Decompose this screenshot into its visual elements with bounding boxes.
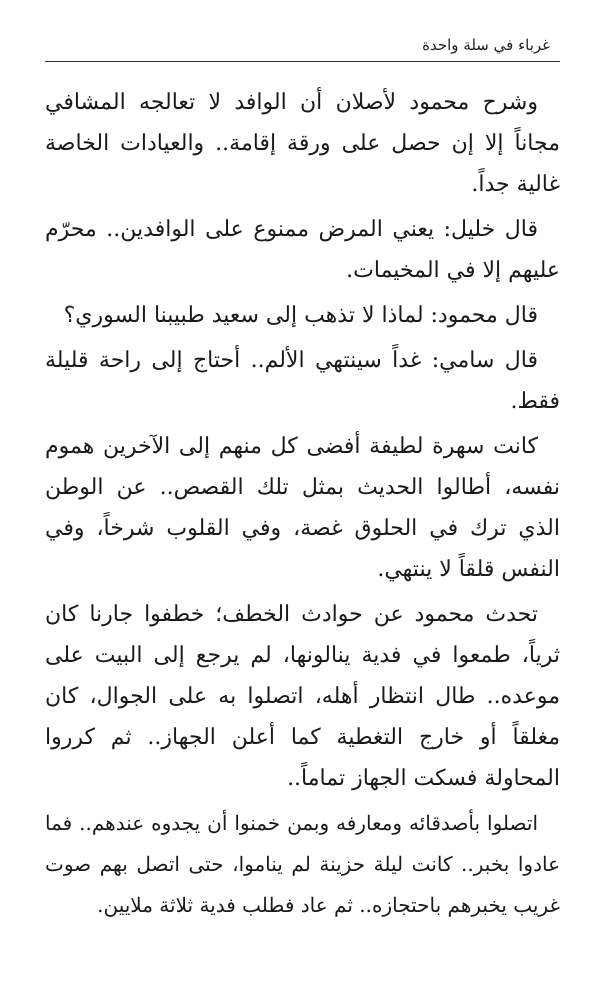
paragraph: قال خليل: يعني المرض ممنوع على الوافدين.. محرّم عليهم إلا في المخيمات. <box>45 217 560 283</box>
running-header: غرباء في سلة واحدة <box>422 36 550 54</box>
paragraph: قال محمود: لماذا لا تذهب إلى سعيد طبيبنا السوري؟ <box>63 303 538 328</box>
paragraph: قال سامي: غداً سينتهي الألم.. أحتاج إلى راحة قليلة فقط. <box>45 348 560 414</box>
header-divider <box>45 61 560 62</box>
page-body <box>45 82 560 926</box>
paragraph: كانت سهرة لطيفة أفضى كل منهم إلى الآخرين هموم نفسه، أطالوا الحديث بمثل تلك القصص.. عن الوطن الذي ترك في الحلوق غصة، وفي القلوب شرخاً، وفي النفس قلقاً لا ينتهي. <box>45 434 560 582</box>
paragraph: اتصلوا بأصدقائه ومعارفه وبمن خمنوا أن يجدوه عندهم.. فما عادوا بخبر.. كانت ليلة حزينة لم يناموا، حتى اتصل بهم صوت غريب يخبرهم باحتجازه.. ثم عاد فطلب فدية ثلاثة ملايين. <box>45 811 560 917</box>
paragraph: وشرح محمود لأصلان أن الوافد لا تعالجه المشافي مجاناً إلا إن حصل على ورقة إقامة.. والعيادات الخاصة غالية جداً. <box>45 90 560 197</box>
paragraph: تحدث محمود عن حوادث الخطف؛ خطفوا جارنا كان ثرياً، طمعوا في فدية ينالونها، لم يرجع إلى البيت على موعده.. طال انتظار أهله، اتصلوا به على الجوال، كان مغلقاً أو خارج التغطية كما أعلن الجهاز.. ثم كرروا المحاولة فسكت الجهاز تماماً.. <box>45 602 560 791</box>
